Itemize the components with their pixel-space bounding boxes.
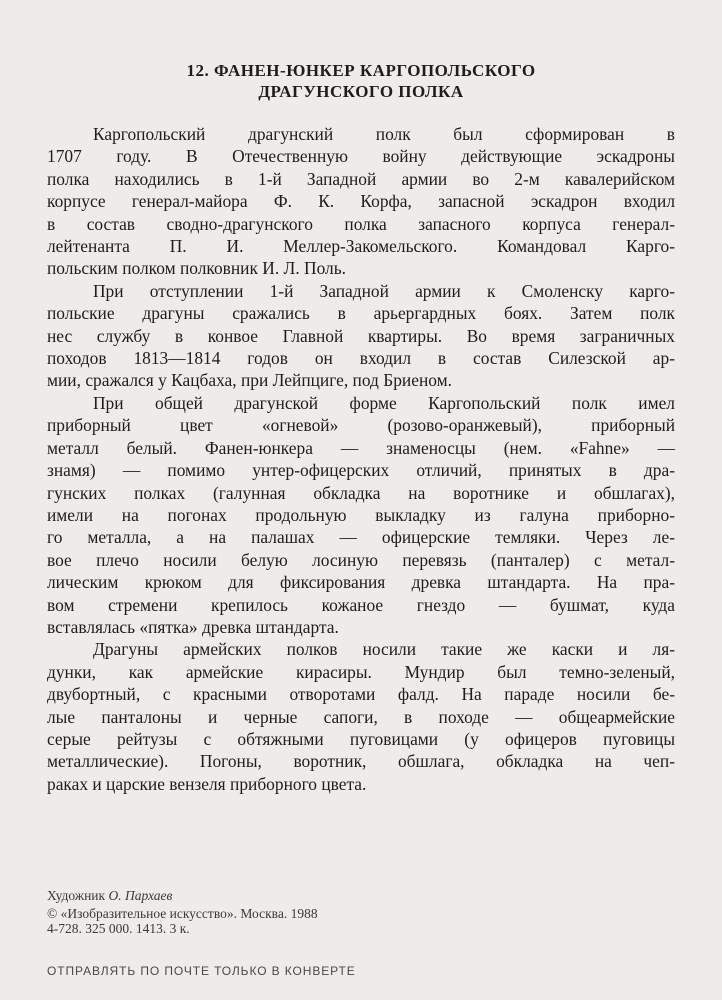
print-code: 4-728. 325 000. 1413. 3 к. — [47, 921, 190, 936]
text-line: раках и царские вензеля приборного цвета. — [47, 773, 367, 794]
title-line-1: 12. ФАНЕН-ЮНКЕР КАРГОПОЛЬСКОГО — [186, 61, 536, 80]
paragraph-3 — [47, 392, 675, 638]
text-line: лые панталоны и черные сапоги, в походе — общеармейские — [47, 706, 675, 727]
text-line: вставлялась «пятка» древка штандарта. — [47, 616, 339, 637]
text-line: вое плечо носили белую лосиную перевязь (панталер) с метал- — [47, 549, 675, 570]
paragraph-4 — [47, 638, 675, 795]
page-title — [0, 60, 722, 102]
artist-credit — [47, 888, 318, 903]
title-line-2: ДРАГУНСКОГО ПОЛКА — [258, 82, 464, 101]
mailing-note: ОТПРАВЛЯТЬ ПО ПОЧТЕ ТОЛЬКО В КОНВЕРТЕ — [47, 964, 356, 978]
text-line: металл белый. Фанен-юнкера — знаменосцы (нем. «Fahne» — — [47, 437, 675, 458]
artist-label: Художник — [47, 888, 106, 903]
paragraph-1 — [47, 123, 675, 280]
text-line: мии, сражался у Кацбаха, при Лейпциге, под Бриеном. — [47, 370, 452, 391]
text-line: походов 1813—1814 годов он входил в состав Силезской ар- — [47, 348, 675, 369]
text-line: знамя) — помимо унтер-офицерских отличий, принятых в дра- — [47, 460, 675, 481]
text-line: польским полком полковник И. Л. Поль. — [47, 258, 347, 279]
text-line: Драгуны армейских полков носили такие же каски и ля- — [93, 639, 675, 660]
copyright-icon: © — [47, 906, 58, 921]
publisher-line — [47, 906, 318, 921]
artist-name: О. Пархаев — [108, 888, 173, 903]
text-line: двубортный, с красными отворотами фалд. На параде носили бе- — [47, 684, 675, 705]
text-line: полка находились в 1-й Западной армии во 2-м кавалерийском — [47, 168, 675, 189]
text-line: лейтенанта П. И. Меллер-Закомельского. Командовал Карго- — [47, 236, 675, 257]
text-line: дунки, как армейские кирасиры. Мундир был темно-зеленый, — [47, 661, 675, 682]
text-line: металлические). Погоны, воротник, обшлага, обкладка на чеп- — [47, 751, 675, 772]
text-line: серые рейтузы с обтяжными пуговицами (у офицеров пуговицы — [47, 728, 675, 749]
text-line: приборный цвет «огневой» (розово-оранжевый), приборный — [47, 415, 675, 436]
text-line: в состав сводно-драгунского полка запасного корпуса генерал- — [47, 213, 675, 234]
paragraph-2 — [47, 280, 675, 392]
text-line: нес службу в конвое Главной квартиры. Во время заграничных — [47, 325, 675, 346]
text-line: го металла, а на палашах — офицерские темляки. Через ле- — [47, 527, 675, 548]
publisher: «Изобразительное искусство». Москва. 1988 — [60, 906, 318, 921]
article-body — [47, 123, 675, 795]
text-line: гунских полках (галунная обкладка на воротнике и обшлагах), — [47, 482, 675, 503]
text-line: Каргопольский драгунский полк был сформирован в — [93, 124, 675, 144]
text-line: При отступлении 1-й Западной армии к Смоленску карго- — [93, 280, 675, 301]
text-line: корпусе генерал-майора Ф. К. Корфа, запасной эскадрон входил — [47, 191, 675, 212]
text-line: 1707 году. В Отечественную войну действующие эскадроны — [47, 146, 675, 167]
text-line: При общей драгунской форме Каргопольский полк имел — [93, 392, 675, 413]
text-line: вом стремени крепилось кожаное гнездо — бушмат, куда — [47, 594, 675, 615]
text-line: имели на погонах продольную выкладку из галуна приборно- — [47, 504, 675, 525]
imprint — [47, 888, 318, 936]
text-line: польские драгуны сражались в арьергардных боях. Затем полк — [47, 303, 675, 324]
text-line: лическим крюком для фиксирования древка штандарта. На пра- — [47, 572, 675, 593]
